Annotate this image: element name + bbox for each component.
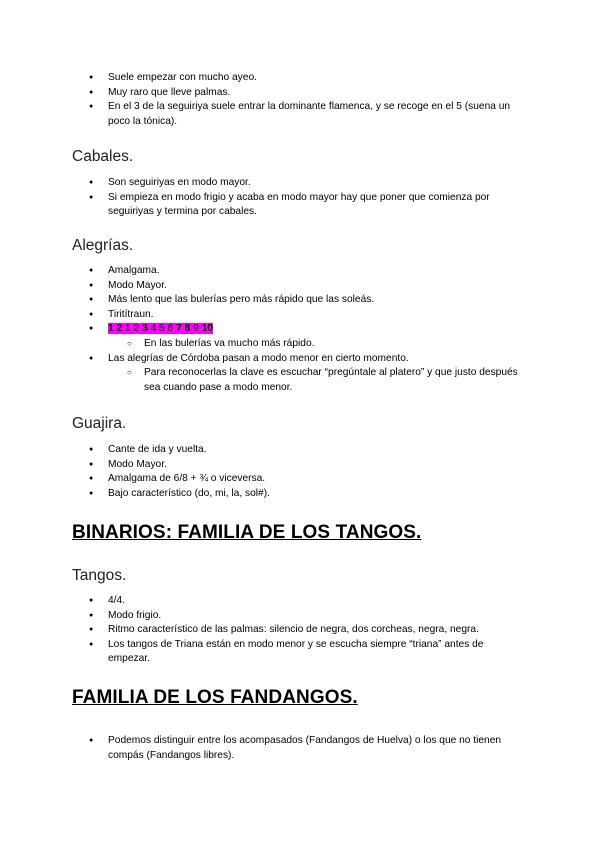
- heading-guajira: Guajira.: [72, 415, 127, 432]
- list-item: ● Más lento que las bulerías pero más rápido que las soleás.: [0, 293, 600, 308]
- count-beats: 9: [190, 323, 202, 335]
- list-item: ● Amalgama.: [0, 264, 600, 279]
- compas-count-item: [0, 322, 600, 337]
- count-accent: 10: [201, 323, 213, 335]
- sub-list-item: ○ En las bulerías va mucho más rápido.: [0, 337, 600, 352]
- count-accent: 2: [116, 323, 123, 335]
- heading-tangos: Tangos.: [72, 567, 127, 584]
- list-item: ● Si empieza en modo frigio y acaba en modo mayor hay que poner que comienza por seguiriyas y termina por cabales.: [0, 191, 600, 220]
- list-item: ● Modo Mayor.: [0, 279, 600, 294]
- heading-cabales: Cabales.: [72, 148, 134, 165]
- count-beat: 2: [133, 323, 140, 335]
- count-accent: 8: [184, 323, 191, 335]
- count-accent: 1: [108, 323, 114, 335]
- list-item: ● Bajo característico (do, mi, la, sol#).: [0, 487, 600, 502]
- count-accent: 3: [142, 323, 148, 335]
- list-item: ● Son seguiriyas en modo mayor.: [0, 176, 600, 191]
- list-item: ● Los tangos de Triana están en modo menor y se escucha siempre “triana” antes de empezar.: [0, 638, 600, 667]
- list-item: ● Tiritítraun.: [0, 308, 600, 323]
- section-title-binarios: BINARIOS: FAMILIA DE LOS TANGOS.: [72, 522, 422, 543]
- compas-count-highlight: [108, 323, 213, 334]
- list-item: ● Muy raro que lleve palmas.: [0, 86, 600, 101]
- list-item: ● Modo frigio.: [0, 609, 600, 624]
- list-item: ● En el 3 de la seguiriya suele entrar la dominante flamenca, y se recoge en el 5 (suena un poco la tónica).: [0, 100, 600, 129]
- heading-alegrias: Alegrías.: [72, 237, 134, 254]
- list-item: ● Podemos distinguir entre los acompasados (Fandangos de Huelva) o los que no tienen compás (Fandangos libres).: [0, 734, 600, 763]
- sub-list-item: ○ Para reconocerlas la clave es escuchar “pregúntale al platero” y que justo después sea cuando pase a modo menor.: [0, 366, 600, 395]
- count-beats: 4 5 6: [147, 323, 177, 335]
- count-accent: 7: [176, 323, 182, 335]
- section-title-fandangos: FAMILIA DE LOS FANDANGOS.: [72, 687, 358, 708]
- alegrias-list: [0, 264, 600, 395]
- guajira-list: [0, 443, 600, 501]
- tangos-list: [0, 594, 600, 667]
- list-item: ● 4/4.: [0, 594, 600, 609]
- list-item: ● Modo Mayor.: [0, 458, 600, 473]
- list-item: ● Ritmo característico de las palmas: silencio de negra, dos corcheas, negra, negra.: [0, 623, 600, 638]
- list-item: ● Suele empezar con mucho ayeo.: [0, 71, 600, 86]
- list-item: ● Las alegrías de Córdoba pasan a modo menor en cierto momento.: [0, 352, 600, 367]
- fandangos-list: [0, 734, 600, 763]
- list-item: ● Amalgama de 6/8 + ¾ o viceversa.: [0, 472, 600, 487]
- list-item: ● Cante de ida y vuelta.: [0, 443, 600, 458]
- count-beat: 1: [125, 323, 131, 335]
- cabales-list: [0, 176, 600, 220]
- seguiriya-list: [0, 71, 600, 129]
